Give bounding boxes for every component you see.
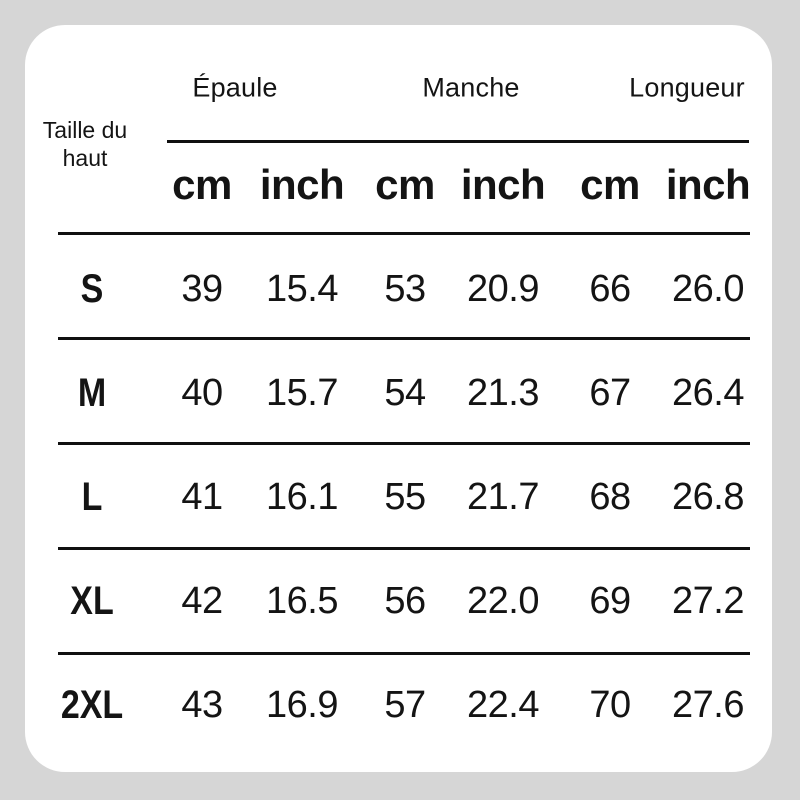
row-divider: [58, 232, 750, 235]
table-cell: 57: [384, 684, 426, 726]
table-cell: 40: [181, 372, 223, 414]
group-header-manche: Manche: [422, 72, 520, 103]
group-header-longueur: Longueur: [629, 72, 745, 103]
group-header-epaule: Épaule: [192, 72, 278, 103]
table-cell: 39: [181, 268, 223, 310]
table-cell: 41: [181, 476, 223, 518]
table-cell: 67: [589, 372, 631, 414]
table-cell: 20.9: [467, 268, 539, 310]
corner-header: [43, 116, 127, 172]
table-cell: 26.8: [672, 476, 744, 518]
row-divider: [58, 652, 750, 655]
corner-header-line2: haut: [62, 145, 108, 171]
unit-header: cm: [580, 161, 640, 208]
table-cell: 22.0: [467, 580, 539, 622]
table-cell: 53: [384, 268, 426, 310]
size-label: L: [81, 475, 103, 519]
table-cell: 16.1: [266, 476, 338, 518]
unit-header: inch: [665, 161, 751, 208]
unit-header: inch: [460, 161, 546, 208]
table-cell: 54: [384, 372, 426, 414]
size-label: 2XL: [60, 683, 124, 727]
table-cell: 21.3: [467, 372, 539, 414]
header-underline: [167, 140, 749, 143]
table-cell: 27.2: [672, 580, 744, 622]
table-cell: 68: [589, 476, 631, 518]
row-divider: [58, 337, 750, 340]
table-cell: 15.7: [266, 372, 338, 414]
table-cell: 16.9: [266, 684, 338, 726]
table-cell: 26.0: [672, 268, 744, 310]
unit-header: cm: [172, 161, 232, 208]
size-chart-card: [25, 25, 772, 772]
table-cell: 69: [589, 580, 631, 622]
table-cell: 21.7: [467, 476, 539, 518]
table-cell: 43: [181, 684, 223, 726]
table-cell: 27.6: [672, 684, 744, 726]
table-cell: 56: [384, 580, 426, 622]
size-label: XL: [70, 579, 114, 623]
size-label: M: [77, 371, 107, 415]
unit-header: cm: [375, 161, 435, 208]
table-cell: 15.4: [266, 268, 338, 310]
table-cell: 66: [589, 268, 631, 310]
table-cell: 26.4: [672, 372, 744, 414]
corner-header-line1: Taille du: [42, 116, 128, 143]
table-cell: 55: [384, 476, 426, 518]
size-label: S: [80, 267, 104, 311]
table-cell: 42: [181, 580, 223, 622]
table-cell: 22.4: [467, 684, 539, 726]
row-divider: [58, 442, 750, 445]
unit-header: inch: [259, 161, 345, 208]
table-cell: 16.5: [266, 580, 338, 622]
table-cell: 70: [589, 684, 631, 726]
row-divider: [58, 547, 750, 550]
